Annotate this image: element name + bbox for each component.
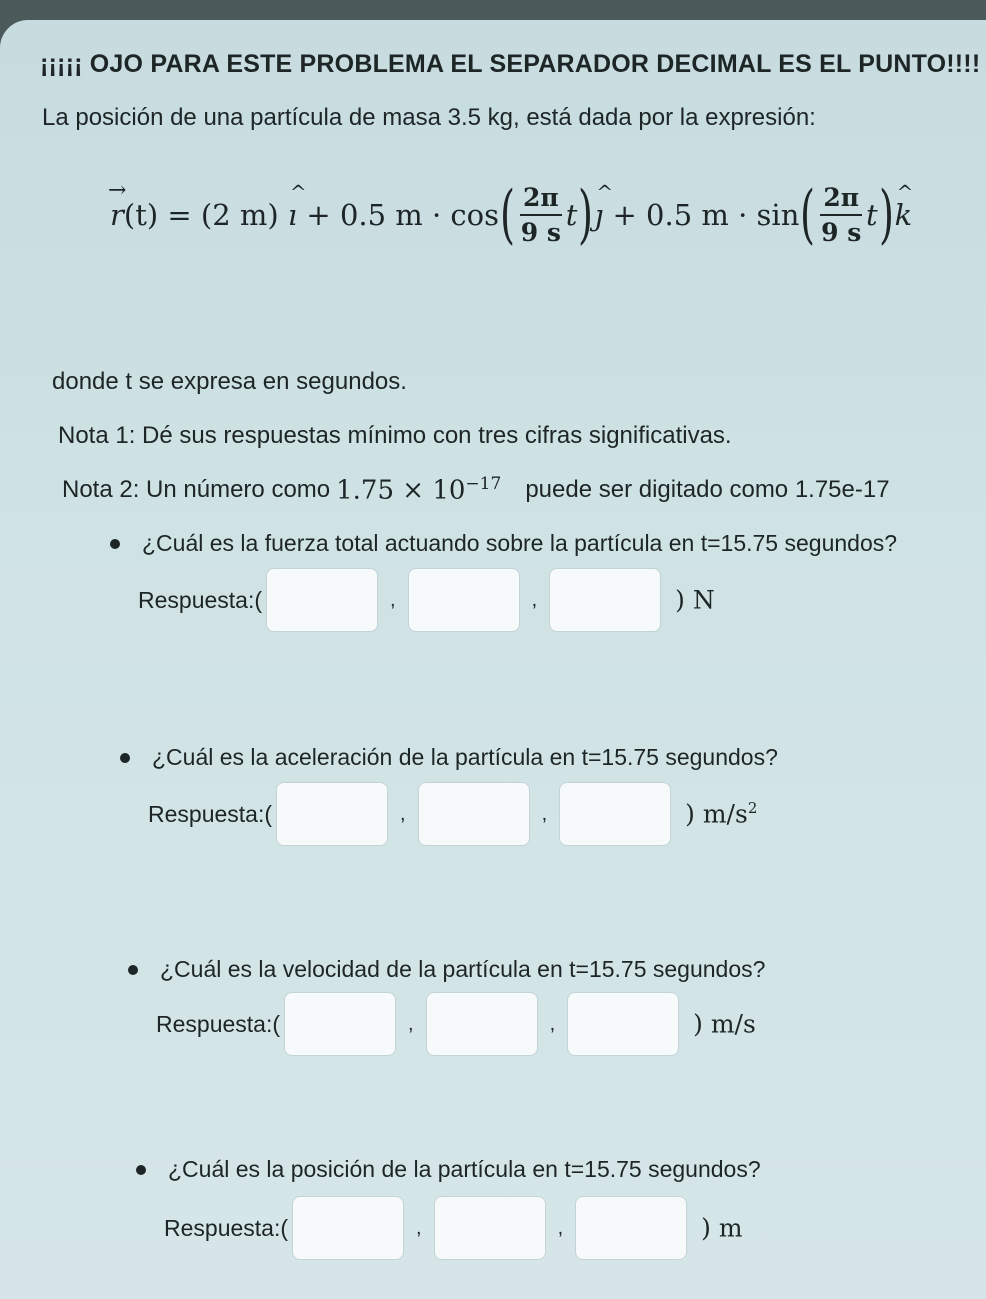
acceleration-x-input[interactable] — [276, 782, 388, 846]
answer-velocity: Respuesta:( , , ) m/s — [156, 992, 756, 1056]
velocity-y-input[interactable] — [426, 992, 538, 1056]
sci-notation-example: $1.75 \times 10^{-17}$ — [336, 474, 502, 506]
problem-intro: La posición de una partícula de masa 3.5 kg, está dada por la expresión: — [42, 104, 816, 131]
position-x-input[interactable] — [292, 1196, 404, 1260]
bullet — [136, 1165, 146, 1175]
problem-page — [0, 20, 986, 1299]
velocity-unit: ) m/s — [693, 1009, 756, 1039]
velocity-z-input[interactable] — [567, 992, 679, 1056]
note-1: Nota 1: Dé sus respuestas mínimo con tres cifras significativas. — [58, 422, 732, 449]
question-acceleration: ¿Cuál es la aceleración de la partícula en t=15.75 segundos? — [120, 744, 778, 771]
position-z-input[interactable] — [575, 1196, 687, 1260]
acceleration-y-input[interactable] — [418, 782, 530, 846]
answer-force: Respuesta:( , , ) N — [138, 568, 715, 632]
force-unit: ) N — [675, 585, 715, 615]
j-unit-vector: ^ ȷ — [594, 198, 603, 232]
time-units-note: donde t se expresa en segundos. — [52, 368, 407, 395]
question-position: ¿Cuál es la posición de la partícula en t=15.75 segundos? — [136, 1156, 761, 1183]
answer-position: Respuesta:( , , ) m — [164, 1196, 743, 1260]
sin-fraction: $\frac{2\pi}{9 s}$ — [821, 183, 862, 247]
velocity-x-input[interactable] — [284, 992, 396, 1056]
decimal-warning: ¡¡¡¡¡ OJO PARA ESTE PROBLEMA EL SEPARADOR DECIMAL ES EL PUNTO!!!! — [40, 50, 981, 78]
acceleration-unit: ) $m/s^2$ — [685, 799, 758, 829]
acceleration-z-input[interactable] — [559, 782, 671, 846]
note-2: Nota 2: Un número como $1.75 \times 10^{-17}$ puede ser digitado como 1.75e-17 — [62, 474, 890, 506]
cos-fraction: $\frac{2\pi}{9 s}$ — [520, 183, 561, 247]
r-vector: → r — [108, 178, 127, 232]
position-unit: ) m — [701, 1213, 743, 1243]
bullet — [128, 965, 138, 975]
force-y-input[interactable] — [408, 568, 520, 632]
force-x-input[interactable] — [266, 568, 378, 632]
question-force: ¿Cuál es la fuerza total actuando sobre la partícula en t=15.75 segundos? — [110, 530, 897, 557]
i-unit-vector: ^ ı — [288, 198, 297, 232]
bullet — [110, 539, 120, 549]
question-velocity: ¿Cuál es la velocidad de la partícula en t=15.75 segundos? — [128, 956, 765, 983]
force-z-input[interactable] — [549, 568, 661, 632]
k-unit-vector: ^ k — [895, 198, 913, 232]
position-formula: → r (t) = (2 m) ^ ı + 0.5 m · cos ( $\frac{2\pi}{9 s}$ t ) ^ ȷ + 0.5 m · sin ( $\frac{2\pi}{9 s}$ t ) ^ k — [110, 165, 912, 265]
answer-acceleration: Respuesta:( , , ) $m/s^2$ — [148, 782, 757, 846]
position-y-input[interactable] — [434, 1196, 546, 1260]
bullet — [120, 753, 130, 763]
